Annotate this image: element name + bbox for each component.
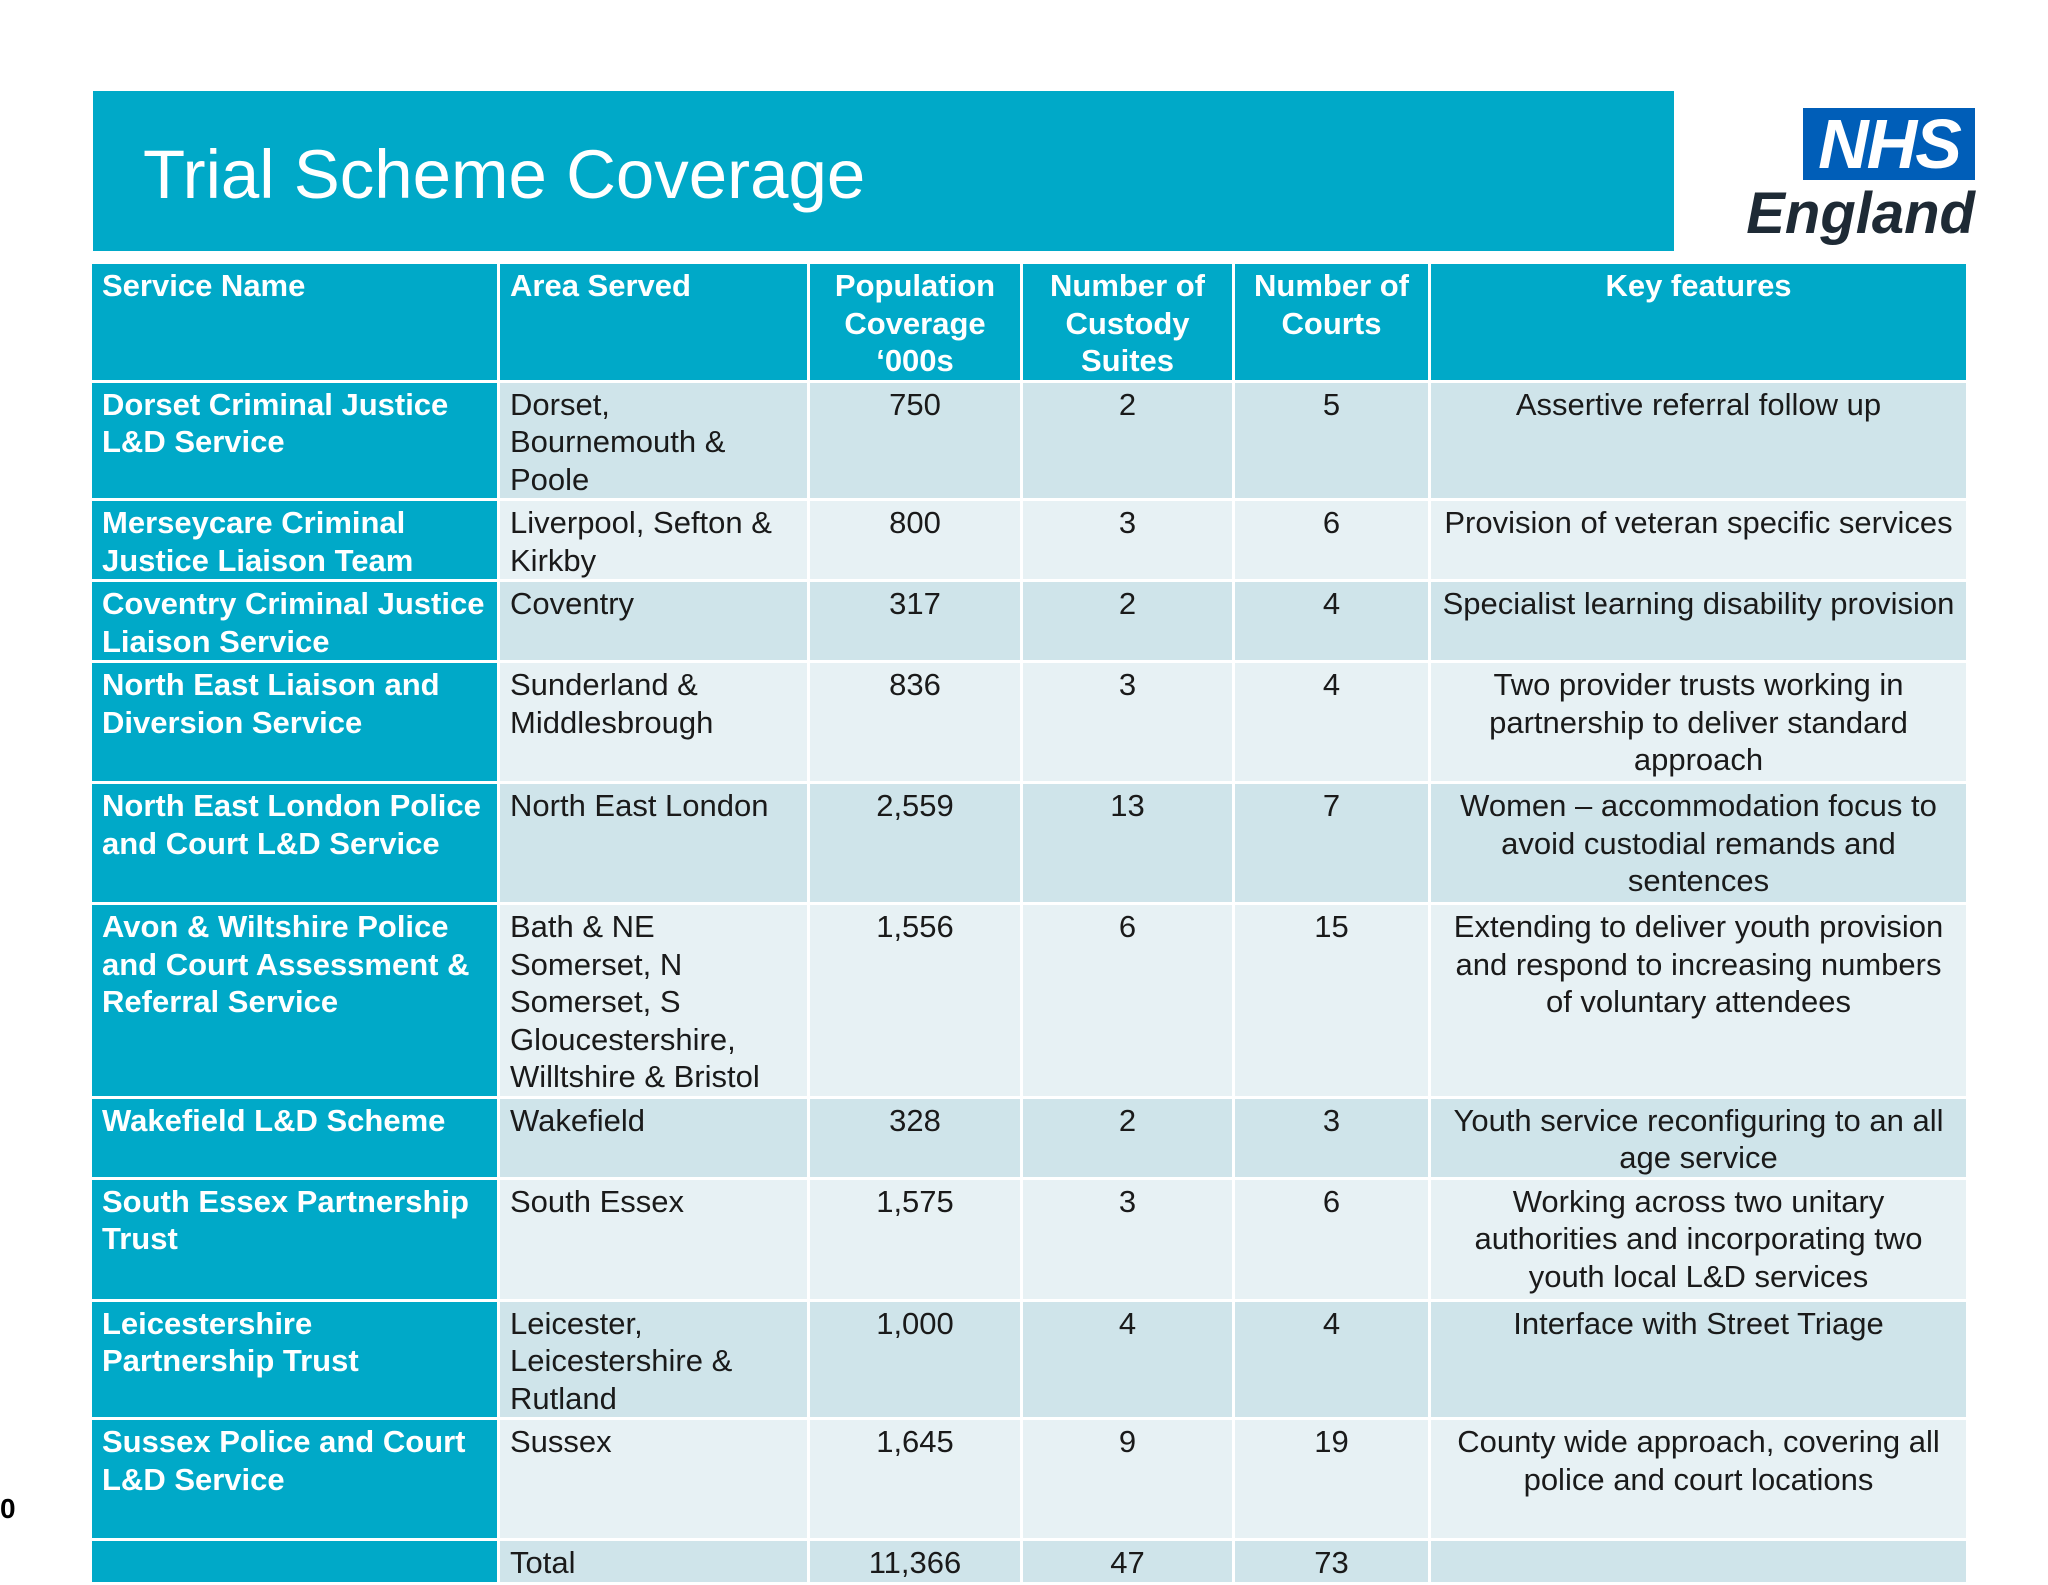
area-served: North East London bbox=[499, 783, 809, 904]
custody-value: 3 bbox=[1022, 662, 1234, 783]
header-row bbox=[91, 263, 1968, 382]
total-courts: 73 bbox=[1234, 1540, 1430, 1584]
table-row bbox=[91, 500, 1968, 581]
courts-value: 15 bbox=[1234, 904, 1430, 1098]
header-courts: Number of Courts bbox=[1234, 263, 1430, 382]
coverage-table bbox=[89, 261, 1969, 1585]
population-value: 836 bbox=[809, 662, 1022, 783]
courts-value: 6 bbox=[1234, 500, 1430, 581]
courts-value: 19 bbox=[1234, 1419, 1430, 1540]
service-name: Wakefield L&D Scheme bbox=[91, 1097, 499, 1178]
header-area-served: Area Served bbox=[499, 263, 809, 382]
slide-title: Trial Scheme Coverage bbox=[143, 136, 866, 213]
custody-value: 2 bbox=[1022, 1097, 1234, 1178]
key-feature: Assertive referral follow up bbox=[1430, 381, 1968, 500]
key-feature: Specialist learning disability provision bbox=[1430, 581, 1968, 662]
population-value: 800 bbox=[809, 500, 1022, 581]
total-custody: 47 bbox=[1022, 1540, 1234, 1584]
area-served: Sussex bbox=[499, 1419, 809, 1540]
population-value: 317 bbox=[809, 581, 1022, 662]
service-name: Avon & Wiltshire Police and Court Assessment & Referral Service bbox=[91, 904, 499, 1098]
population-value: 750 bbox=[809, 381, 1022, 500]
table-row bbox=[91, 1097, 1968, 1178]
population-value: 1,556 bbox=[809, 904, 1022, 1098]
key-feature: County wide approach, covering all police and court locations bbox=[1430, 1419, 1968, 1540]
custody-value: 3 bbox=[1022, 1178, 1234, 1300]
nhs-logo-mark: NHS bbox=[1803, 108, 1975, 180]
service-name: North East London Police and Court L&D Service bbox=[91, 783, 499, 904]
area-served: Wakefield bbox=[499, 1097, 809, 1178]
header-key-features: Key features bbox=[1430, 263, 1968, 382]
population-value: 1,645 bbox=[809, 1419, 1022, 1540]
key-feature: Youth service reconfiguring to an all age service bbox=[1430, 1097, 1968, 1178]
header-service-name: Service Name bbox=[91, 263, 499, 382]
service-name: Dorset Criminal Justice L&D Service bbox=[91, 381, 499, 500]
total-population: 11,366 bbox=[809, 1540, 1022, 1584]
key-feature: Working across two unitary authorities and incorporating two youth local L&D services bbox=[1430, 1178, 1968, 1300]
service-name: Coventry Criminal Justice Liaison Service bbox=[91, 581, 499, 662]
header-population: Population Coverage ‘000s bbox=[809, 263, 1022, 382]
table-row bbox=[91, 381, 1968, 500]
page-number: 0 bbox=[0, 1493, 16, 1524]
population-value: 328 bbox=[809, 1097, 1022, 1178]
table-row bbox=[91, 581, 1968, 662]
area-served: South Essex bbox=[499, 1178, 809, 1300]
area-served: Sunderland & Middlesbrough bbox=[499, 662, 809, 783]
key-feature: Interface with Street Triage bbox=[1430, 1300, 1968, 1419]
custody-value: 2 bbox=[1022, 581, 1234, 662]
table-row bbox=[91, 1178, 1968, 1300]
table-row bbox=[91, 662, 1968, 783]
nhs-logo-england: England bbox=[1746, 181, 1975, 246]
nhs-england-logo bbox=[1746, 105, 1975, 248]
key-feature: Two provider trusts working in partnership to deliver standard approach bbox=[1430, 662, 1968, 783]
key-feature: Women – accommodation focus to avoid custodial remands and sentences bbox=[1430, 783, 1968, 904]
courts-value: 7 bbox=[1234, 783, 1430, 904]
total-features-cell bbox=[1430, 1540, 1968, 1584]
custody-value: 4 bbox=[1022, 1300, 1234, 1419]
header-custody-suites: Number of Custody Suites bbox=[1022, 263, 1234, 382]
population-value: 1,575 bbox=[809, 1178, 1022, 1300]
population-value: 2,559 bbox=[809, 783, 1022, 904]
table-row bbox=[91, 1419, 1968, 1540]
population-value: 1,000 bbox=[809, 1300, 1022, 1419]
custody-value: 2 bbox=[1022, 381, 1234, 500]
custody-value: 9 bbox=[1022, 1419, 1234, 1540]
service-name: Merseycare Criminal Justice Liaison Team bbox=[91, 500, 499, 581]
service-name: North East Liaison and Diversion Service bbox=[91, 662, 499, 783]
table-row bbox=[91, 904, 1968, 1098]
title-bar bbox=[93, 91, 1674, 251]
total-label: Total bbox=[499, 1540, 809, 1584]
courts-value: 3 bbox=[1234, 1097, 1430, 1178]
total-service-cell bbox=[91, 1540, 499, 1584]
area-served: Coventry bbox=[499, 581, 809, 662]
courts-value: 6 bbox=[1234, 1178, 1430, 1300]
total-row bbox=[91, 1540, 1968, 1584]
area-served: Liverpool, Sefton & Kirkby bbox=[499, 500, 809, 581]
key-feature: Provision of veteran specific services bbox=[1430, 500, 1968, 581]
service-name: Leicestershire Partnership Trust bbox=[91, 1300, 499, 1419]
table-row bbox=[91, 1300, 1968, 1419]
custody-value: 6 bbox=[1022, 904, 1234, 1098]
courts-value: 4 bbox=[1234, 581, 1430, 662]
courts-value: 4 bbox=[1234, 1300, 1430, 1419]
custody-value: 13 bbox=[1022, 783, 1234, 904]
courts-value: 5 bbox=[1234, 381, 1430, 500]
area-served: Bath & NE Somerset, N Somerset, S Gloucestershire, Willtshire & Bristol bbox=[499, 904, 809, 1098]
area-served: Dorset, Bournemouth & Poole bbox=[499, 381, 809, 500]
area-served: Leicester, Leicestershire & Rutland bbox=[499, 1300, 809, 1419]
service-name: Sussex Police and Court L&D Service bbox=[91, 1419, 499, 1540]
custody-value: 3 bbox=[1022, 500, 1234, 581]
table-row bbox=[91, 783, 1968, 904]
courts-value: 4 bbox=[1234, 662, 1430, 783]
key-feature: Extending to deliver youth provision and respond to increasing numbers of voluntary attendees bbox=[1430, 904, 1968, 1098]
service-name: South Essex Partnership Trust bbox=[91, 1178, 499, 1300]
